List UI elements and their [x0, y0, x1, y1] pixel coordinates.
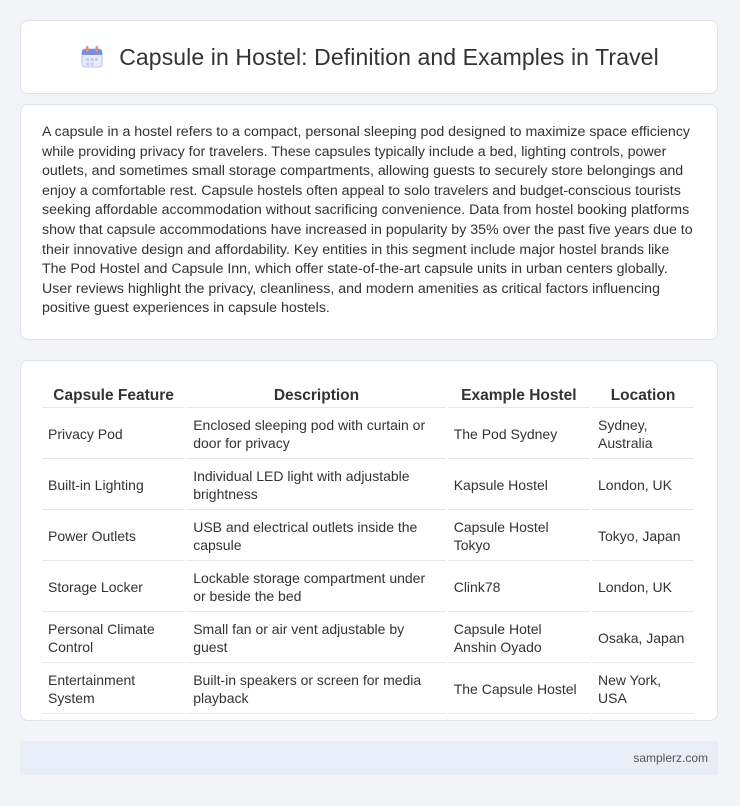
cell-feature: Power Outlets [42, 512, 185, 561]
cell-description: Built-in speakers or screen for media playback [187, 665, 445, 714]
table-row [42, 563, 694, 612]
table-row [42, 410, 694, 459]
table-row [42, 614, 694, 663]
cell-example-hostel: The Pod Sydney [448, 410, 590, 459]
cell-location: Tokyo, Japan [592, 512, 694, 561]
column-header-location: Location [592, 381, 694, 408]
footer-site-link[interactable]: samplerz.com [633, 751, 708, 765]
cell-description: USB and electrical outlets inside the capsule [187, 512, 445, 561]
cell-location: Sydney, Australia [592, 410, 694, 459]
page-title: Capsule in Hostel: Definition and Examples in Travel [119, 43, 659, 70]
table-row [42, 512, 694, 561]
intro-card [20, 104, 718, 340]
footer [20, 741, 718, 775]
intro-paragraph: A capsule in a hostel refers to a compact, personal sleeping pod designed to maximize space efficiency while providing privacy for travelers. These capsules typically include a bed, lighting controls, power outlets, and sometimes small storage compartments, allowing guests to securely store belongings and enjoy a comfortable rest. Capsule hostels often appeal to solo travelers and budget-conscious tourists seeking affordable accommodation without sacrificing convenience. Data from hostel booking platforms show that capsule accommodations have increased in popularity by 35% over the past five years due to their innovative design and affordability. Key entities in this segment include major hostel brands like The Pod Hostel and Capsule Inn, which offer state-of-the-art capsule units in urban centers globally. User reviews highlight the privacy, cleanliness, and modern amenities as critical factors influencing positive guest experiences in capsule hostels. [42, 124, 693, 317]
cell-example-hostel: Capsule Hostel Tokyo [448, 512, 590, 561]
cell-description: Enclosed sleeping pod with curtain or door for privacy [187, 410, 445, 459]
cell-feature: Personal Climate Control [42, 614, 185, 663]
cell-location: London, UK [592, 461, 694, 510]
cell-feature: Privacy Pod [42, 410, 185, 459]
table-row [42, 665, 694, 714]
column-header-feature: Capsule Feature [42, 381, 185, 408]
cell-feature: Storage Locker [42, 563, 185, 612]
cell-location: New York, USA [592, 665, 694, 714]
cell-example-hostel: Kapsule Hostel [448, 461, 590, 510]
cell-feature: Entertainment System [42, 665, 185, 714]
column-header-description: Description [187, 381, 445, 408]
cell-location: Osaka, Japan [592, 614, 694, 663]
cell-example-hostel: Clink78 [448, 563, 590, 612]
cell-description: Individual LED light with adjustable brightness [187, 461, 445, 510]
cell-example-hostel: The Capsule Hostel [448, 665, 590, 714]
cell-example-hostel: Capsule Hotel Anshin Oyado [448, 614, 590, 663]
capsule-features-table [40, 379, 696, 716]
cell-description: Lockable storage compartment under or beside the bed [187, 563, 445, 612]
table-row [42, 461, 694, 510]
calendar-icon [79, 44, 105, 70]
cell-feature: Built-in Lighting [42, 461, 185, 510]
title-wrap [79, 44, 659, 71]
column-header-example-hostel: Example Hostel [448, 381, 590, 408]
header-card [20, 20, 718, 94]
table-header-row [42, 381, 694, 408]
table-card [20, 360, 718, 721]
cell-description: Small fan or air vent adjustable by guest [187, 614, 445, 663]
cell-location: London, UK [592, 563, 694, 612]
